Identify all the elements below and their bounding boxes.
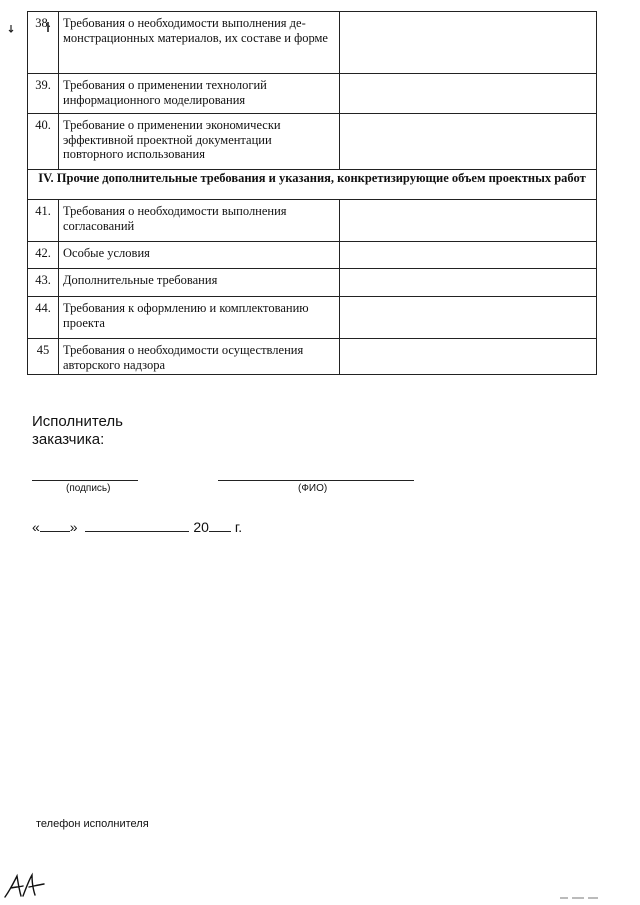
row-value-cell xyxy=(340,297,597,339)
row-number: 38. xyxy=(28,12,59,74)
executor-label xyxy=(32,413,123,449)
row-value-cell xyxy=(340,12,597,74)
row-requirement: Требования о необходимости выполнения де-монстрационных материалов, их составе и форме xyxy=(59,12,340,74)
table-row xyxy=(28,242,597,269)
handwritten-initials-icon xyxy=(2,868,46,902)
executor-line-1: Исполнитель xyxy=(32,413,123,430)
year-prefix: 20 xyxy=(193,519,209,535)
table-row xyxy=(28,200,597,242)
row-requirement: Требования о необходимости выполнения согласований xyxy=(59,200,340,242)
row-requirement: Требование о применении экономически эффективной проектной документации повторного использования xyxy=(59,114,340,170)
row-value-cell xyxy=(340,200,597,242)
row-number: 40. xyxy=(28,114,59,170)
day-blank xyxy=(40,519,70,532)
date-open-quote: « xyxy=(32,519,40,535)
year-blank xyxy=(209,519,231,532)
row-value-cell xyxy=(340,114,597,170)
row-value-cell xyxy=(340,242,597,269)
row-value-cell xyxy=(340,339,597,375)
month-blank xyxy=(85,519,189,532)
row-number: 45 xyxy=(28,339,59,375)
row-requirement: Особые условия xyxy=(59,242,340,269)
section-title: IV. Прочие дополнительные требования и указания, конкретизирующие объем проектных работ xyxy=(28,170,597,200)
scan-mark-icon xyxy=(8,24,14,34)
row-value-cell xyxy=(340,74,597,114)
fio-line xyxy=(218,480,414,481)
fio-caption: (ФИО) xyxy=(298,483,328,494)
signature-line xyxy=(32,480,138,481)
row-number: 43. xyxy=(28,269,59,297)
table-row xyxy=(28,12,597,74)
requirements-table xyxy=(27,11,597,375)
row-number: 42. xyxy=(28,242,59,269)
row-number: 44. xyxy=(28,297,59,339)
row-value-cell xyxy=(340,269,597,297)
table-row xyxy=(28,114,597,170)
section-header-row xyxy=(28,170,597,200)
row-number: 41. xyxy=(28,200,59,242)
row-requirement: Требования к оформлению и комплектованию проекта xyxy=(59,297,340,339)
year-suffix: г. xyxy=(234,519,243,535)
table-row xyxy=(28,269,597,297)
date-line xyxy=(32,519,242,535)
signature-caption: (подпись) xyxy=(66,483,111,494)
phone-label: телефон исполнителя xyxy=(36,818,149,830)
row-requirement: Требования о применении технологий информационного моделирования xyxy=(59,74,340,114)
row-number: 39. xyxy=(28,74,59,114)
executor-line-2: заказчика: xyxy=(32,431,105,448)
row-requirement: Дополнительные требования xyxy=(59,269,340,297)
table-row xyxy=(28,74,597,114)
table-row xyxy=(28,339,597,375)
date-close-quote: » xyxy=(69,519,78,535)
scan-mark-icon xyxy=(45,22,51,34)
table-row xyxy=(28,297,597,339)
row-requirement: Требования о необходимости осуществления авторского надзора xyxy=(59,339,340,375)
scan-noise-icon xyxy=(560,896,600,900)
